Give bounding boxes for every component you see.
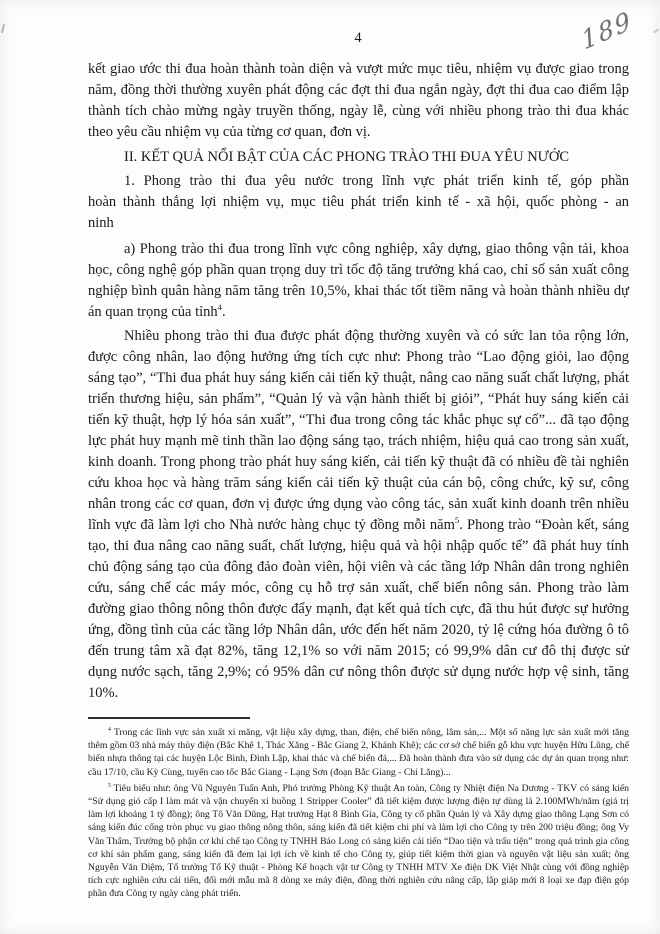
- handwritten-page-annotation: 189: [579, 5, 636, 56]
- section-heading: II. KẾT QUẢ NỔI BẬT CỦA CÁC PHONG TRÀO THI ĐUA YÊU NƯỚC: [124, 149, 570, 165]
- scan-artifact: [653, 28, 659, 33]
- subsection-heading: 1. Phong trào thi đua yêu nước trong lĩnh vực phát triển kinh tế, góp phần hoàn thành thắng lợi nhiệm vụ, mục tiêu phát triển kinh tế - xã hội, quốc phòng - an ninh: [88, 173, 629, 231]
- footnote-4-marker: 4: [108, 726, 111, 733]
- scan-artifact: [1, 24, 5, 33]
- footnote-reference-4: 4: [217, 302, 223, 313]
- page-number: 4: [354, 30, 363, 46]
- paragraph-intro-continuation: kết giao ước thi đua hoàn thành toàn diện và vượt mức mục tiêu, nhiệm vụ được giao trong năm, đồng thời thường xuyên phát động các đợt thi đua ngắn ngày, đợt thi đua cao điểm lập thành tích chào mừng ngày truyền thống, ngày lễ, cùng với nhiều phong trào thi đua khác theo yêu cầu nhiệm vụ của từng cơ quan, đơn vị.: [88, 61, 629, 140]
- paragraph-a-text: a) Phong trào thi đua trong lĩnh vực công nghiệp, xây dựng, giao thông vận tải, khoa học, công nghệ góp phần quan trọng duy trì tốc độ tăng trưởng khá cao, chỉ số sản xuất công nghiệp bình quân hàng năm tăng trên 10,5%, khai thác tốt tiềm năng và hoàn thành nhiều dự án quan trọng của tỉnh: [88, 241, 629, 320]
- paragraph-b: [88, 326, 629, 704]
- document-content: [88, 30, 629, 904]
- footnote-4-text: Trong các lĩnh vực sản xuất xi măng, vật liệu xây dựng, than, điện, chế biến nông, lâm sản,... Một số năng lực sản xuất mới tăng thêm gồm 03 nhà máy thủy điện (Bắc Khê 1, Thác Xăng - Bắc Giang 2, Khánh Khê); các cơ sở chế biến gỗ khu vực huyện Hữu Lũng, chế biến nhựa thông tại các huyện Lộc Bình, Đình Lập, khai thác và chế biến đá,... Đã hoàn thành đưa vào sử dụng các dự án quan trọng như: cầu 17/10, cầu Kỳ Cùng, tuyến cao tốc Bắc Giang - Lạng Sơn (đoạn Bắc Giang - Chi Lăng)...: [88, 727, 629, 778]
- footnote-separator-line: [88, 717, 250, 719]
- footnote-4: [88, 726, 629, 779]
- paragraph-b-part1: Nhiều phong trào thi đua được phát động thường xuyên và có sức lan tỏa rộng lớn, được công nhân, lao động hưởng ứng tích cực như: Phong trào “Lao động giỏi, lao động sáng tạo”, “Thi đua phát huy sáng kiến cải tiến kỹ thuật, nâng cao năng suất chất lượng, phát triển thương hiệu, sản phẩm”, “Quản lý và vận hành thiết bị giỏi”, “Phát huy sáng kiến cải tiến kỹ thuật, hợp lý hóa sản xuất”, “Thi đua trong công tác khắc phục sự cố”... đã tạo động lực phát huy mạnh mẽ tinh thần lao động sáng tạo, trách nhiệm, hiệu quả cao trong sản xuất, kinh doanh. Trong phong trào phát huy sáng kiến, cải tiến kỹ thuật đã có nhiều đề tài nghiên cứu khoa học và hàng trăm sáng kiến cải tiến kỹ thuật của cán bộ, công chức, kỹ sư, công nhân trong các cơ quan, đơn vị được ứng dụng vào công tác, sản xuất kinh doanh trên nhiều lĩnh vực đã làm lợi cho Nhà nước hàng chục tỷ đồng mỗi năm: [88, 328, 629, 533]
- footnote-5-marker: 5: [108, 782, 111, 789]
- footnote-reference-5: 5: [454, 515, 460, 526]
- paragraph-a-period: .: [222, 304, 226, 320]
- document-body: [88, 59, 629, 704]
- paragraph-b-part2: . Phong trào “Đoàn kết, sáng tạo, thi đua nâng cao năng suất, chất lượng, hiệu quả và hội nhập quốc tế” đã phát huy tính chủ động sáng tạo của đông đảo đoàn viên, hội viên và các tầng lớp Nhân dân trong nghiên cứu, sáng chế các máy móc, công cụ hỗ trợ sản xuất, chế biến nông sản. Phong trào làm đường giao thông nông thôn được đẩy mạnh, đạt kết quả tích cực, đã thu hút được sự hưởng ứng, đồng tình của các tầng lớp Nhân dân, ước đến hết năm 2020, tỷ lệ cứng hóa đường ô tô đến trung tâm xã đạt 82%, tăng 12,1% so với năm 2015; có 99,9% dân cư đô thị được sử dụng nước sạch, tăng 2,9%; có 95% dân cư nông thôn được sử dụng nước hợp vệ sinh, tăng 10%.: [88, 517, 630, 701]
- footnote-5-text: Tiêu biểu như: ông Vũ Nguyên Tuấn Anh, Phó trưởng Phòng Kỹ thuật An toàn, Công ty Nhiệt điện Na Dương - TKV có sáng kiến “Sử dụng gió cấp I làm mát và vận chuyển xi buồng 1 Stripper Cooler” đã tiết kiệm được lượng điện tự dùng là 2.100MWh/năm (giá trị làm lợi khoảng 1 tỷ đồng); ông Tô Văn Dũng, Hạt trưởng Hạt 8 Bình Gia, Công ty cổ phần Quản lý và Xây dựng giao thông Lạng Sơn có sáng kiến đúc cống tròn phục vụ giao thông nông thôn, sáng kiến đã tiết kiệm chi phí và làm lợi cho Công ty trên 200 triệu đồng; ông Vy Văn Thẩm, Trưởng bộ phận cơ khí chế tạo Công ty TNHH Bảo Long có sáng kiến cải tiến “Dao tiện và trấu tiện” trong quá trình gia công cơ khí sản phẩm gang, sáng kiến đã đem lại lợi ích về kinh tế cho Công ty, giúp tiết kiệm thời gian và nguyên vật liệu sản xuất; ông Nguyễn Văn Diệm, Tổ trưởng Tổ Kỹ thuật - Phòng Kế hoạch vật tư Công ty TNHH MTV Xe điện DK Việt Nhật cùng với đồng nghiệp tích cực nghiên cứu cải tiến, đổi mới mẫu mã 8 dòng xe máy điện, đồng thời nghiên cứu nâng cấp, lắp giáp mới 8 loại xe đạp điện góp phần đưa Công ty ngày càng phát triển.: [88, 782, 629, 900]
- paragraph-a: [88, 239, 629, 323]
- footnotes-section: [88, 726, 629, 901]
- footnote-5: [88, 782, 629, 901]
